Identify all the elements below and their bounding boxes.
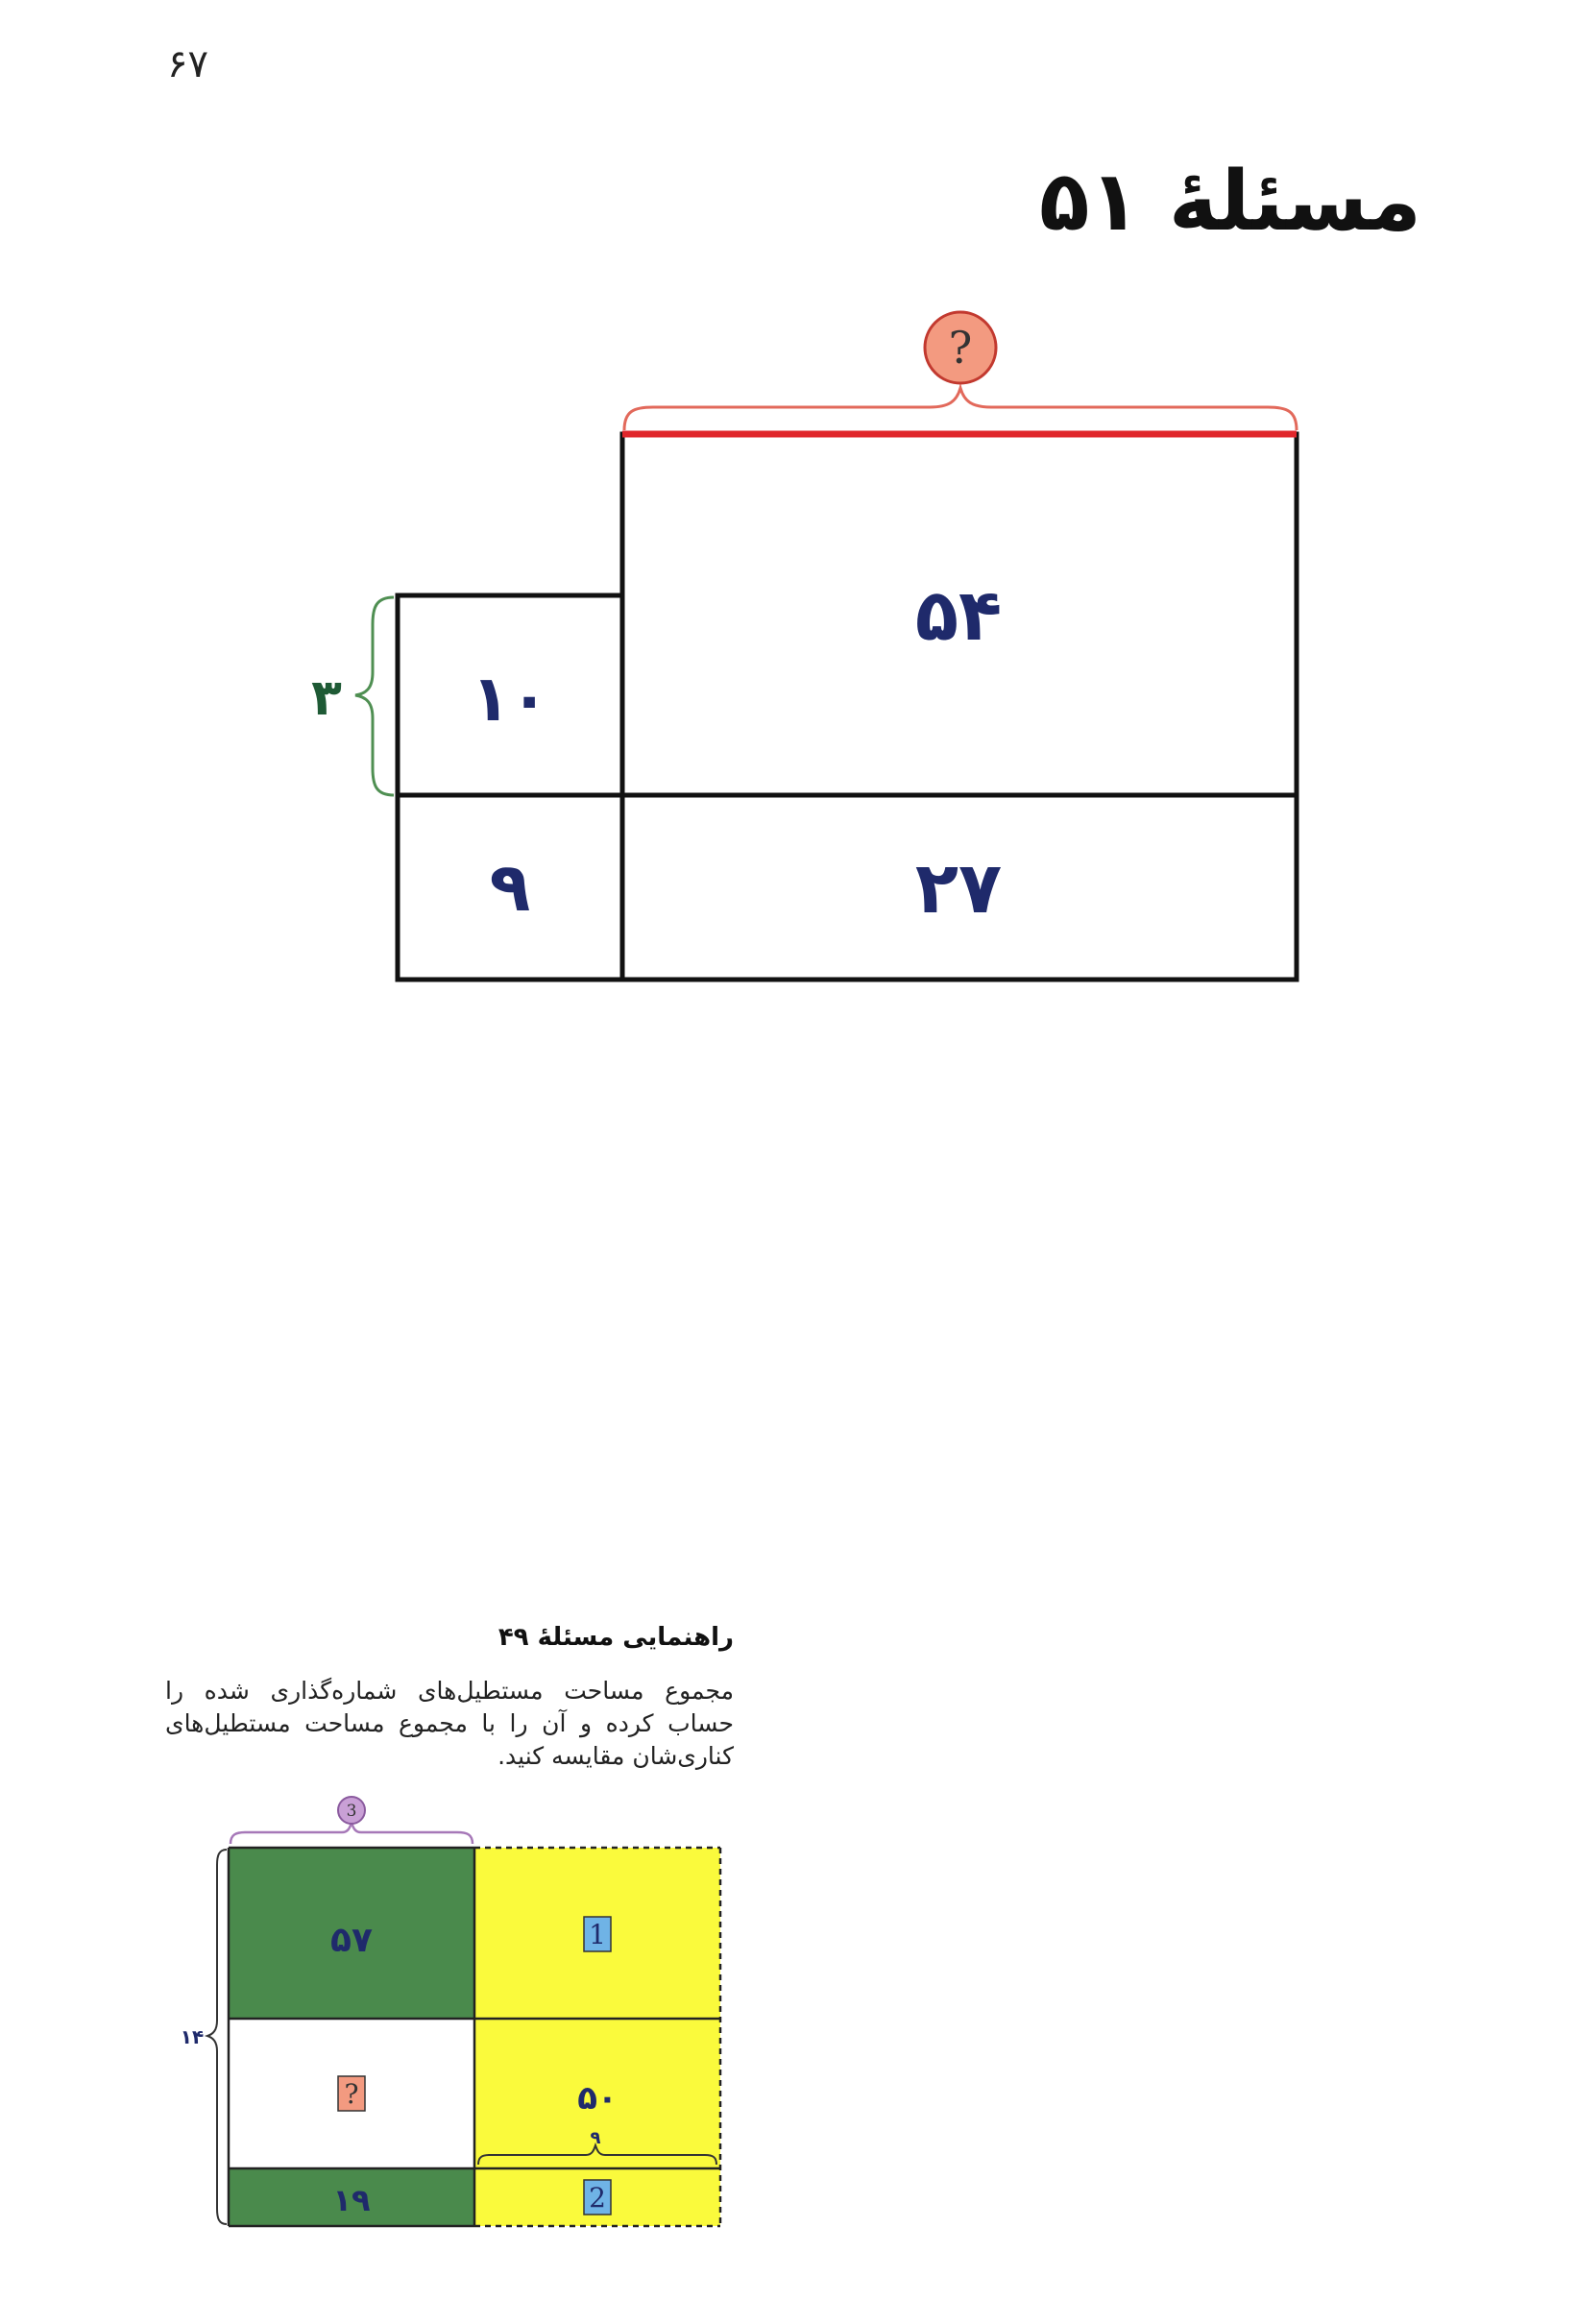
hint-top-marker-text: 3 (346, 1802, 357, 1821)
hint-left-label: ۱۴ (180, 2025, 205, 2048)
hint-label-bottom-left: ۱۹ (332, 2182, 371, 2218)
hint-label-middle-left: ? (344, 2078, 359, 2110)
hint-label-top-right: 1 (589, 1919, 606, 1950)
hint-title: راهنمایی مسئلهٔ ۴۹ (497, 1623, 734, 1652)
unknown-brace (624, 388, 1297, 430)
area-bottom-right: ۲۷ (914, 847, 1003, 930)
area-bottom-left: ۹ (489, 848, 531, 927)
hint-label-bottom-right: 2 (589, 2182, 606, 2214)
unknown-marker-text: ? (948, 322, 973, 374)
area-top-right: ۵۴ (914, 574, 1003, 657)
side-brace (355, 597, 394, 795)
hint-left-brace (207, 1850, 227, 2224)
hint-text: مجموع مساحت مستطیل‌های شماره‌گذاری شده را حساب کرده و آن را با مجموع مساحت مستطیل‌های کناری‌شان مقایسه کنید. (165, 1677, 734, 1770)
hint-label-top-left: ۵۷ (330, 1921, 373, 1960)
hint-label-middle-right: ۵۰ (577, 2079, 618, 2118)
problem-title: مسئلهٔ ۵۱ (1038, 154, 1421, 250)
hint-top-brace (230, 1823, 473, 1844)
hint-inner-label: ۹ (590, 2128, 601, 2148)
area-middle-left: ۱۰ (471, 662, 549, 736)
side-label: ۳ (311, 669, 342, 727)
page-number: ۶۷ (167, 42, 208, 86)
